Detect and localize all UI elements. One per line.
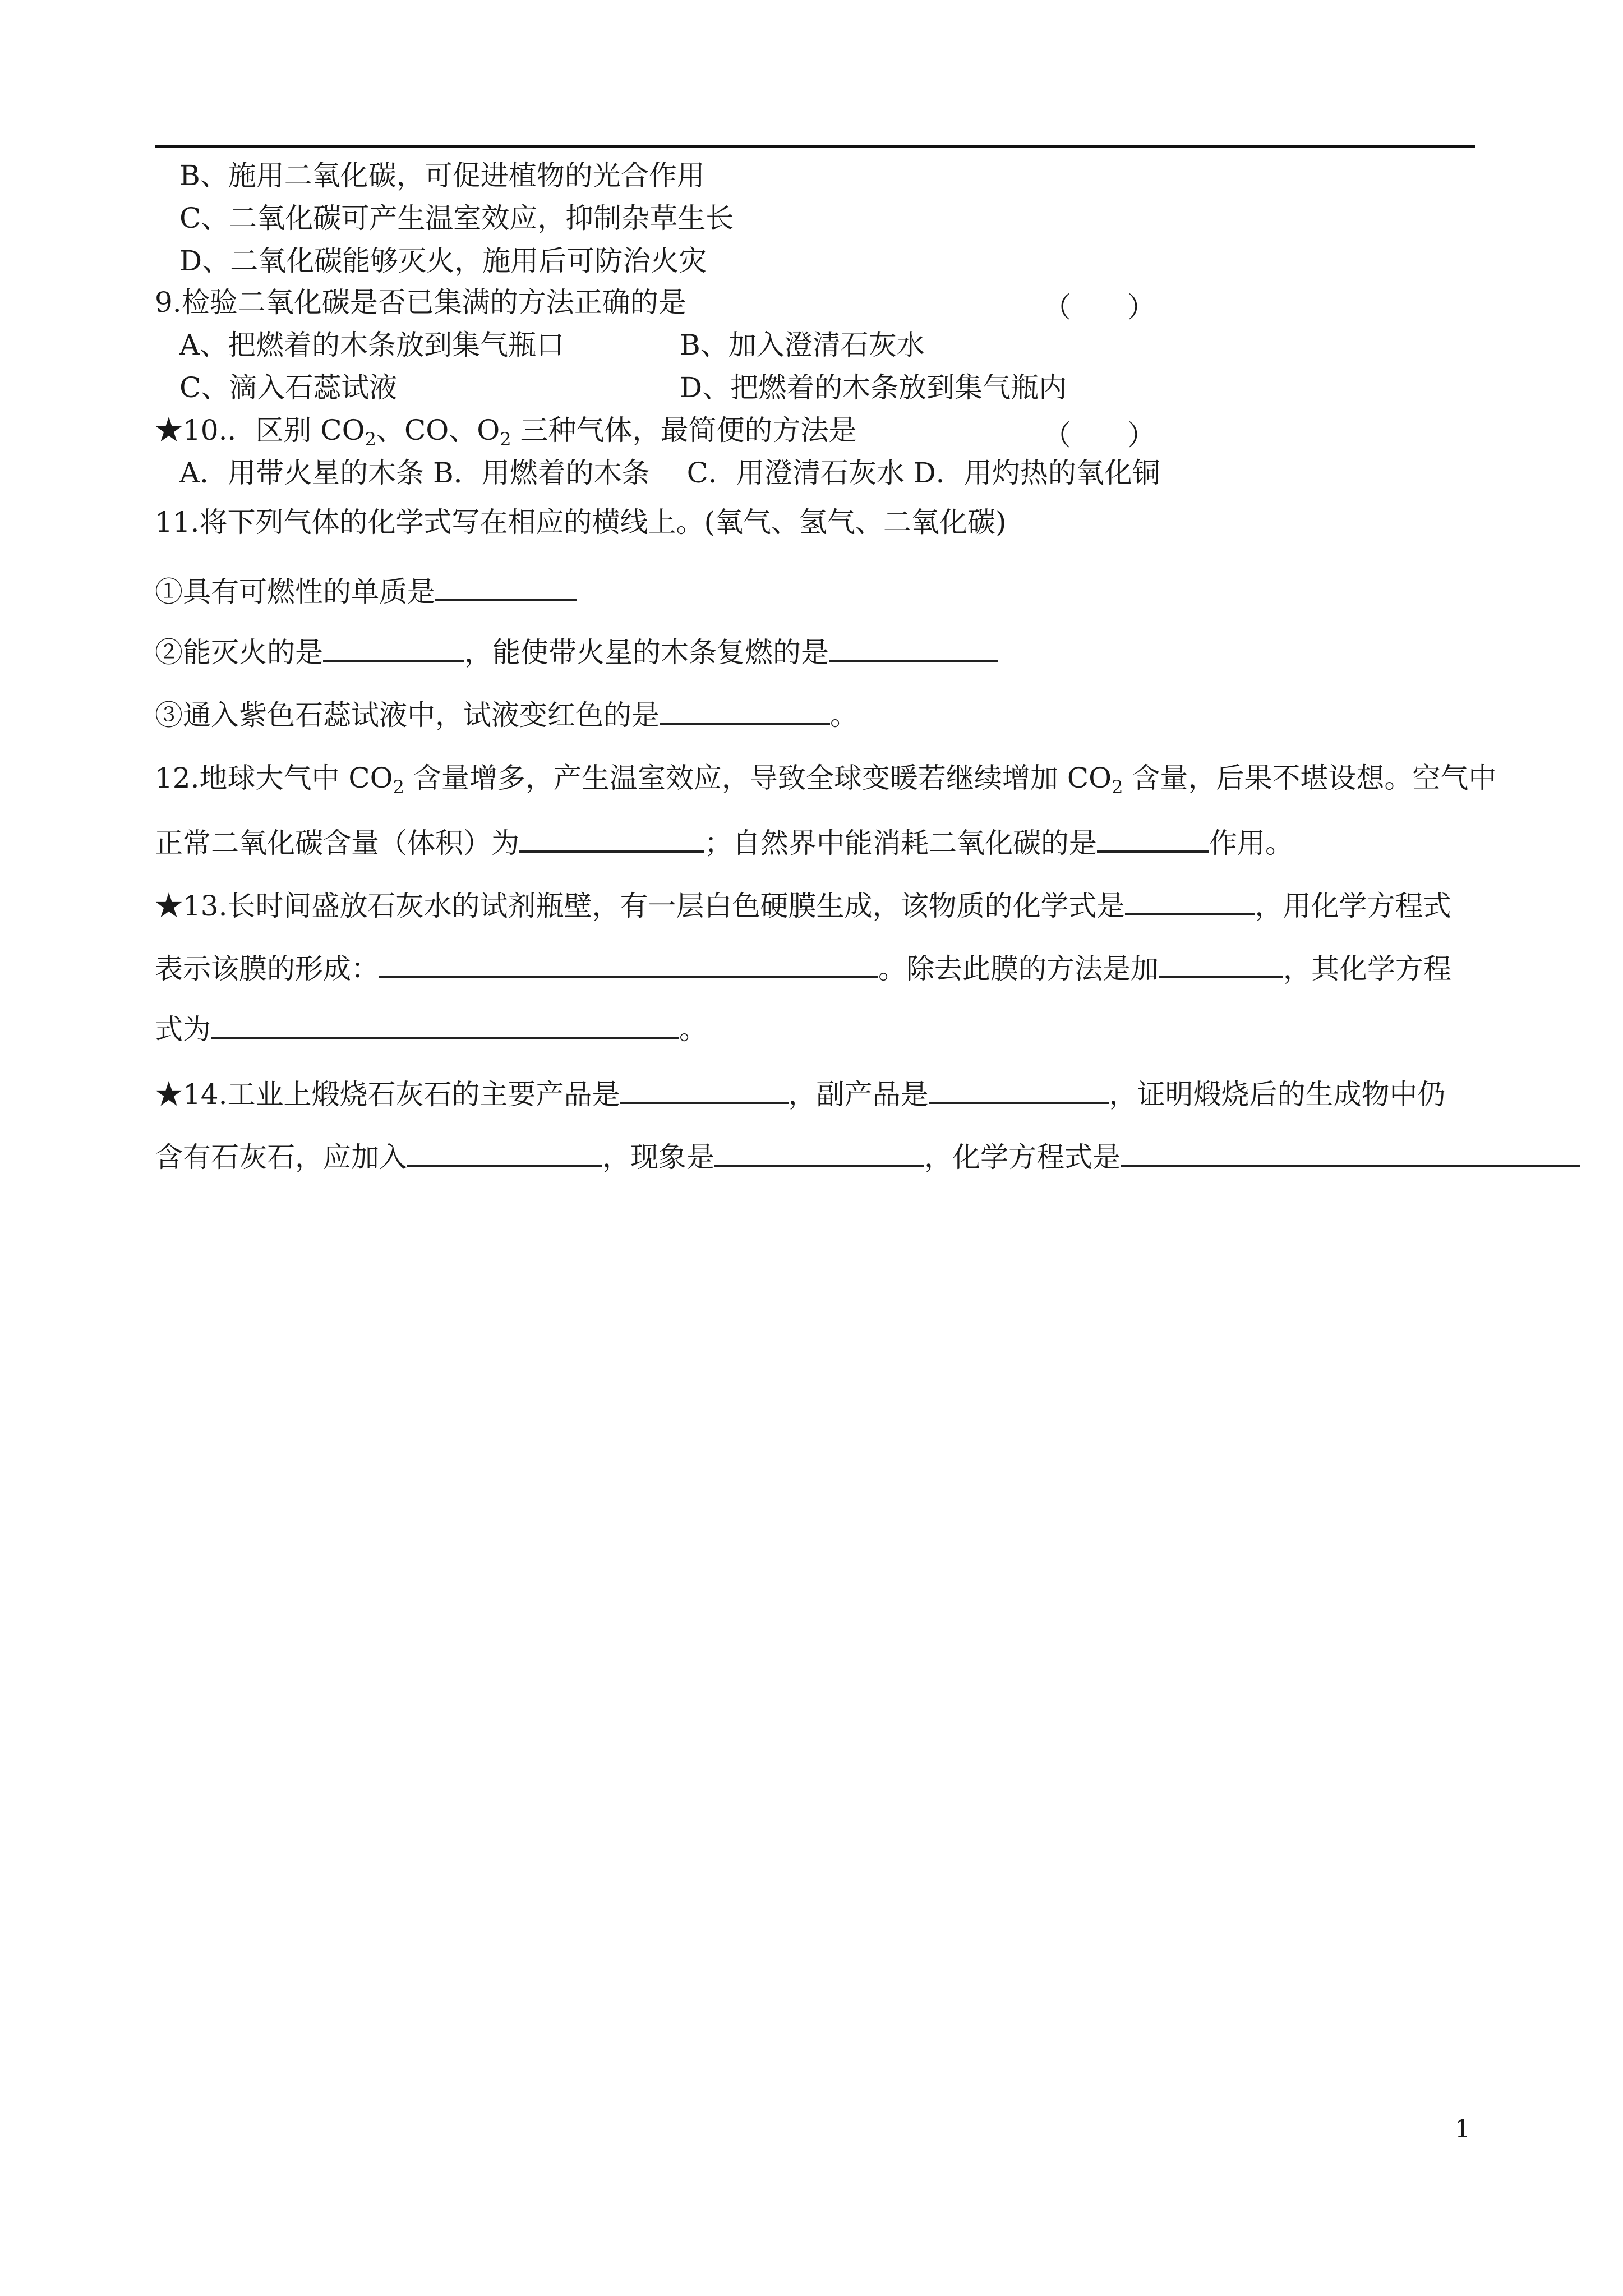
q13-line1: ★13.长时间盛放石灰水的试剂瓶壁，有一层白色硬膜生成，该物质的化学式是 ，用化学方程式 xyxy=(155,886,1451,923)
answer-blank[interactable] xyxy=(435,572,577,601)
q11-part2: ②能灭火的是 ，能使带火星的木条复燃的是 xyxy=(155,633,998,670)
q14-line1: ★14.工业上煅烧石灰石的主要产品是 ，副产品是 ，证明煅烧后的生成物中仍 xyxy=(155,1075,1446,1112)
q11-stem: 11.将下列气体的化学式写在相应的横线上。(氧气、氢气、二氧化碳) xyxy=(155,506,1007,539)
q10-stem: ★10.．区别 $CO_2$、CO、$O_2$ 三种气体，最简便的方法是 xyxy=(155,414,857,450)
answer-blank[interactable] xyxy=(829,633,998,662)
answer-blank[interactable] xyxy=(620,1075,789,1104)
answer-blank[interactable] xyxy=(1125,886,1255,915)
answer-blank[interactable] xyxy=(929,1075,1109,1104)
q9-option-a: A、把燃着的木条放到集气瓶口 xyxy=(179,329,565,361)
q9-option-c: C、滴入石蕊试液 xyxy=(179,371,398,404)
answer-blank[interactable] xyxy=(1121,1138,1580,1167)
q9-option-d: D、把燃着的木条放到集气瓶内 xyxy=(680,371,1067,404)
answer-blank[interactable] xyxy=(519,823,704,853)
q12-line2: 正常二氧化碳含量（体积）为 ；自然界中能消耗二氧化碳的是 作用。 xyxy=(155,823,1293,861)
answer-blank[interactable] xyxy=(323,633,464,662)
q9-answer-paren: （ ） xyxy=(1043,291,1155,324)
header-rule xyxy=(155,145,1475,148)
star-marker: ★10 xyxy=(155,414,219,447)
q12-line1: 12.地球大气中 $CO_2$ 含量增多，产生温室效应，导致全球变暖若继续增加 $CO_2$ 含量，后果不堪设想。空气中 xyxy=(155,762,1497,798)
q10-answer-paren: （ ） xyxy=(1043,419,1155,452)
q9-stem: 9.检验二氧化碳是否已集满的方法正确的是 xyxy=(155,286,686,319)
q8-option-b: B、施用二氧化碳，可促进植物的光合作用 xyxy=(179,159,705,192)
answer-blank[interactable] xyxy=(1097,823,1209,853)
answer-blank[interactable] xyxy=(407,1138,602,1167)
q8-option-c: C、二氧化碳可产生温室效应，抑制杂草生长 xyxy=(179,202,734,234)
answer-blank[interactable] xyxy=(379,949,878,978)
q8-option-d: D、二氧化碳能够灭火，施用后可防治火灾 xyxy=(179,245,707,277)
answer-blank[interactable] xyxy=(1159,949,1283,978)
q13-line3: 式为 。 xyxy=(155,1010,707,1047)
q10-options: A．用带火星的木条 B．用燃着的木条 C．用澄清石灰水 D．用灼热的氧化铜 xyxy=(179,457,1160,489)
q9-option-b: B、加入澄清石灰水 xyxy=(680,329,925,361)
answer-blank[interactable] xyxy=(714,1138,924,1167)
q11-part3: ③通入紫色石蕊试液中，试液变红色的是 。 xyxy=(155,696,858,733)
q11-part1: ①具有可燃性的单质是 xyxy=(155,572,577,609)
page-number: 1 xyxy=(1455,2115,1470,2143)
answer-blank[interactable] xyxy=(211,1010,679,1039)
answer-blank[interactable] xyxy=(660,696,830,725)
q13-line2: 表示该膜的形成： 。除去此膜的方法是加 ，其化学方程 xyxy=(155,949,1451,986)
q14-line2: 含有石灰石，应加入 ，现象是 ，化学方程式是 xyxy=(155,1138,1580,1175)
